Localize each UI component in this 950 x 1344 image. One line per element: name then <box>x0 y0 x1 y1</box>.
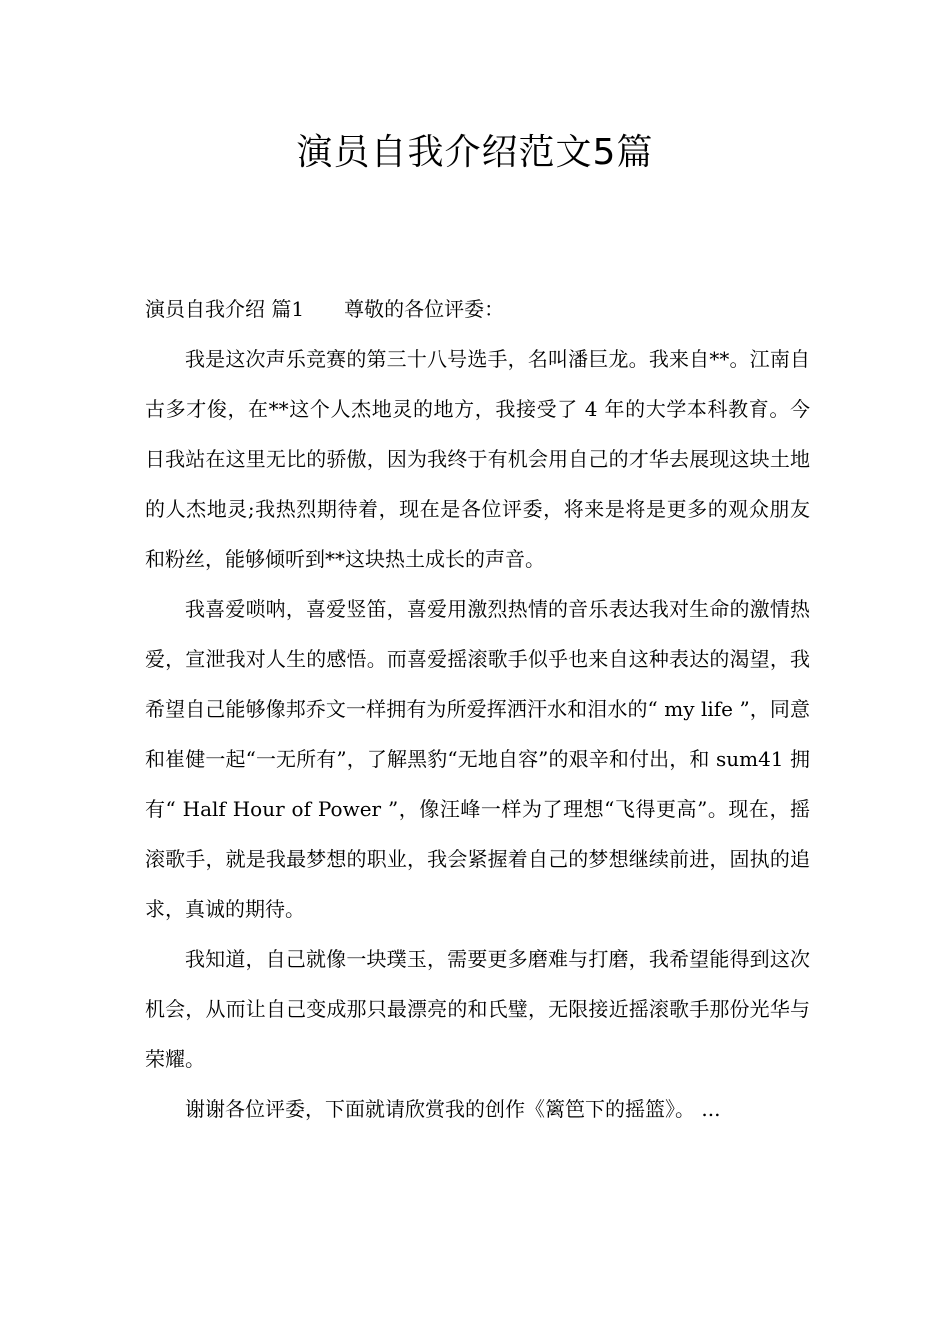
greeting-text: 尊敬的各位评委： <box>344 297 505 321</box>
section-label: 演员自我介绍 篇1 <box>145 297 305 321</box>
paragraph-2: 我喜爱唢呐，喜爱竖笛，喜爱用激烈热情的音乐表达我对生命的激情热爱，宣泄我对人生的感悟。而喜爱摇滚歌手似乎也来自这种表达的渴望，我希望自己能够像邦乔文一样拥有为所爱挥洒汗水和泪水的“ my life ”，同意和崔健一起“一无所有”，了解黑豹“无地自容”的艰辛和付出，和 sum41 拥有“ Half Hour of Power ”，像汪峰一样为了理想“飞得更高”。现在，摇滚歌手，就是我最梦想的职业，我会紧握着自己的梦想继续前进，固执的追求，真诚的期待。 <box>145 597 810 921</box>
section-heading <box>145 284 810 334</box>
paragraph-4: 谢谢各位评委，下面就请欣赏我的创作《篱笆下的摇篮》。 ... <box>185 1097 721 1121</box>
document-title: 演员自我介绍范文5篇 <box>296 132 654 173</box>
paragraph-1: 我是这次声乐竞赛的第三十八号选手，名叫潘巨龙。我来自**。江南自古多才俊，在**这个人杰地灵的地方，我接受了 4 年的大学本科教育。今日我站在这里无比的骄傲，因为我终于有机会用自己的才华去展现这块土地的人杰地灵;我热烈期待着，现在是各位评委，将来是将是更多的观众朋友和粉丝，能够倾听到**这块热土成长的声音。 <box>145 347 810 571</box>
document-body <box>145 284 810 1134</box>
paragraph-3: 我知道，自己就像一块璞玉，需要更多磨难与打磨，我希望能得到这次机会，从而让自己变成那只最漂亮的和氏璧，无限接近摇滚歌手那份光华与荣耀。 <box>145 947 810 1071</box>
